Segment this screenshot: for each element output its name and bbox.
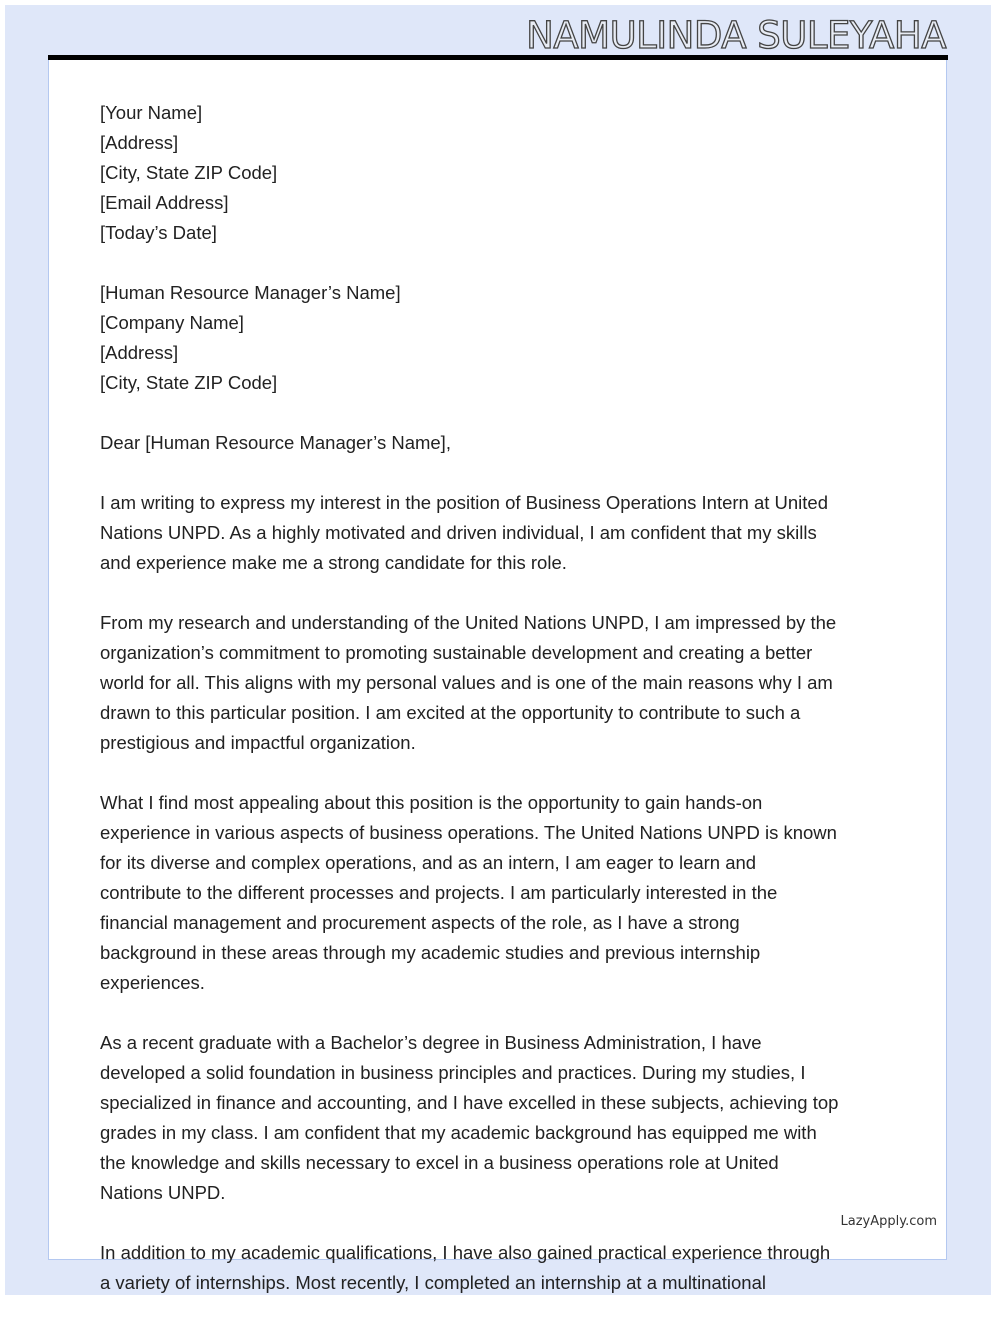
- text-line: [Your Name]: [100, 102, 203, 123]
- text-line: organization’s commitment to promoting sustainable development and creating a better: [100, 642, 813, 663]
- text-line: Nations UNPD.: [100, 1182, 226, 1203]
- paragraph-4: [100, 1028, 920, 1208]
- text-line: [City, State ZIP Code]: [100, 372, 278, 393]
- paragraph-3: [100, 788, 920, 998]
- text-line: [Address]: [100, 132, 179, 153]
- text-line: a variety of internships. Most recently, I completed an internship at a multinational: [100, 1272, 766, 1293]
- paragraph-5: [100, 1238, 920, 1298]
- text-line: I am writing to express my interest in the position of Business Operations Intern at United: [100, 492, 829, 513]
- text-line: experiences.: [100, 972, 205, 993]
- text-line: [Address]: [100, 342, 179, 363]
- text-line: Dear [Human Resource Manager’s Name],: [100, 432, 451, 453]
- recipient-block: [100, 278, 920, 398]
- applicant-name: NAMULINDA SULEYAHA: [526, 14, 946, 57]
- text-line: [Email Address]: [100, 192, 229, 213]
- text-line: experience in various aspects of business operations. The United Nations UNPD is known: [100, 822, 837, 843]
- text-line: In addition to my academic qualifications, I have also gained practical experience through: [100, 1242, 831, 1263]
- text-line: What I find most appealing about this position is the opportunity to gain hands-on: [100, 792, 763, 813]
- text-line: As a recent graduate with a Bachelor’s degree in Business Administration, I have: [100, 1032, 762, 1053]
- text-line: contribute to the different processes and projects. I am particularly interested in the: [100, 882, 778, 903]
- text-line: prestigious and impactful organization.: [100, 732, 416, 753]
- text-line: [City, State ZIP Code]: [100, 162, 278, 183]
- text-line: grades in my class. I am confident that my academic background has equipped me with: [100, 1122, 817, 1143]
- paragraph-1: [100, 488, 920, 578]
- text-line: background in these areas through my academic studies and previous internship: [100, 942, 761, 963]
- salutation: [100, 428, 920, 458]
- watermark: LazyApply.com: [840, 1214, 937, 1229]
- text-line: and experience make me a strong candidate for this role.: [100, 552, 567, 573]
- text-line: [Company Name]: [100, 312, 244, 333]
- text-line: for its diverse and complex operations, and as an intern, I am eager to learn and: [100, 852, 757, 873]
- text-line: specialized in finance and accounting, and I have excelled in these subjects, achieving top: [100, 1092, 839, 1113]
- sender-block: [100, 98, 920, 248]
- text-line: drawn to this particular position. I am excited at the opportunity to contribute to such a: [100, 702, 801, 723]
- text-line: world for all. This aligns with my personal values and is one of the main reasons why I am: [100, 672, 833, 693]
- text-line: [Today’s Date]: [100, 222, 217, 243]
- text-line: the knowledge and skills necessary to excel in a business operations role at United: [100, 1152, 779, 1173]
- text-line: financial management and procurement aspects of the role, as I have a strong: [100, 912, 740, 933]
- paragraph-2: [100, 608, 920, 758]
- letter-body: [100, 98, 920, 1328]
- text-line: Nations UNPD. As a highly motivated and driven individual, I am confident that my skills: [100, 522, 817, 543]
- text-line: [Human Resource Manager’s Name]: [100, 282, 401, 303]
- text-line: From my research and understanding of the United Nations UNPD, I am impressed by the: [100, 612, 837, 633]
- text-line: developed a solid foundation in business principles and practices. During my studies, I: [100, 1062, 806, 1083]
